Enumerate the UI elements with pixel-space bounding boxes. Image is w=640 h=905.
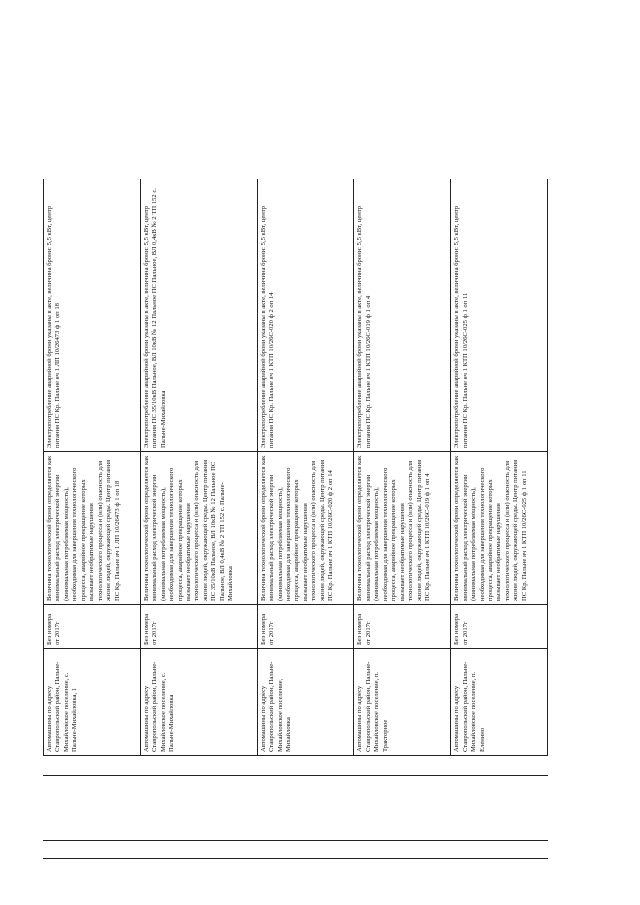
description-cell: Величина технологической брони определяется как минимальный расход электрической энергии (минимальная потребляемая мощность), необходимая для завершения технологического процесса, аварийное прекращение которых вызывает необратимые нарушения технологического процесса и (или) опасность для жизни людей, окружающей среды. Центр питания ПС Кр. Пальне яч 1 ЛП 10/26473 ф 1 оп 18 [44, 452, 141, 605]
address-cell: Автомашины по адресу Ставропольский район, Пальне-Михайловское поселение, Михайловка [257, 649, 354, 756]
address-cell: Автомашины по адресу Ставропольский район, Пальне-Михайловское поселение, п. Тракторное [354, 649, 451, 756]
date-cell: Без номера от 2017г [44, 605, 141, 649]
rotated-table-container [43, 179, 548, 756]
date-cell: Без номера от 2017г [354, 605, 451, 649]
description-cell: Величина технологической брони определяется как минимальный расход электрической энергии (минимальная потребляемая мощность), необходимая для завершения технологического процесса, аварийное прекращение которых вызывает необратимые нарушения технологического процесса и (или) опасность для жизни людей, окружающей среды. Центр питания ПС Кр. Пальне яч 1 КТП 10/26С-019 ф 1 оп 4 [354, 452, 451, 605]
reservation-table [43, 179, 548, 756]
divider [43, 775, 548, 776]
address-cell: Автомашины по адресу Ставропольский район, Пальне-Михайловское поселение, п. Еленино [451, 649, 548, 756]
note-cell: Электропотребление аварийной брони указаны в акте, величина брони: 5,5 кВт, центр питания ПС Кр. Пальне яч 1 ЛП 10/26473 ф 1 оп 18 [44, 179, 141, 452]
description-cell: Величина технологической брони определяется как минимальный расход электрической энергии (минимальная потребляемая мощность), необходимая для завершения технологического процесса, аварийное прекращение которых вызывает необратимые нарушения технологического процесса и (или) опасность для жизни людей, окружающей среды. Центр питания ПС 35/10кВ Пальное, ВЛ 10кВ № 12 Пальное ПС Пальное, ВЛ 0,4кВ № 2 ТП 152 с. Пальне-Михайловка [140, 452, 257, 605]
description-cell: Величина технологической брони определяется как минимальный расход электрической энергии (минимальная потребляемая мощность), необходимая для завершения технологического процесса, аварийное прекращение которых вызывает необратимые нарушения технологического процесса и (или) опасность для жизни людей, окружающей среды. Центр питания ПС Кр. Пальне яч 1 КТП 10/26С-025 ф 1 оп 11 [451, 452, 548, 605]
address-cell: Автомашины по адресу Ставропольский район, Пальне-Михайловское поселение, с. Пальне-Михайловка, 1 [44, 649, 141, 756]
date-cell: Без номера от 2017г [451, 605, 548, 649]
table-row [140, 179, 257, 756]
note-cell: Электропотребление аварийной брони указаны в акте, величина брони: 5,5 кВт, центр питания ПС 35/10кВ Пальное, ВЛ 10кВ № 12 Пальное ПС Пальное, ВЛ 0,4кВ № 2 ТП 152 с. Пальне-Михайловка [140, 179, 257, 452]
note-cell: Электропотребление аварийной брони указаны в акте, величина брони: 5,5 кВт, центр питания ПС Кр. Пальне яч 1 КТП 10/26С-020 ф 2 оп 14 [257, 179, 354, 452]
date-cell: Без номера от 2017г [140, 605, 257, 649]
table-row [44, 179, 141, 756]
divider [43, 858, 548, 859]
table-row [354, 179, 451, 756]
date-cell: Без номера от 2017г [257, 605, 354, 649]
table-row [451, 179, 548, 756]
note-cell: Электропотребление аварийной брони указаны в акте, величина брони: 5,5 кВт, центр питания ПС Кр. Пальне яч 1 КТП 10/26С-019 ф 1 оп 4 [354, 179, 451, 452]
description-cell: Величина технологической брони определяется как минимальный расход электрической энергии (минимальная потребляемая мощность), необходимая для завершения технологического процесса, аварийное прекращение которых вызывает необратимые нарушения технологического процесса и (или) опасность для жизни людей, окружающей среды. Центр питания ПС Кр. Пальне яч 1 КТП 10/26С-020 ф 2 оп 14 [257, 452, 354, 605]
table-row [257, 179, 354, 756]
note-cell: Электропотребление аварийной брони указаны в акте, величина брони: 5,5 кВт, центр питания ПС Кр. Пальне яч 1 КТП 10/26С-025 ф 1 оп 11 [451, 179, 548, 452]
address-cell: Автомашины по адресу Ставропольский район, Пальне-Михайловское поселение, с. Пальне-Михайловка [140, 649, 257, 756]
divider [43, 840, 548, 841]
rotated-table-region [43, 179, 548, 756]
